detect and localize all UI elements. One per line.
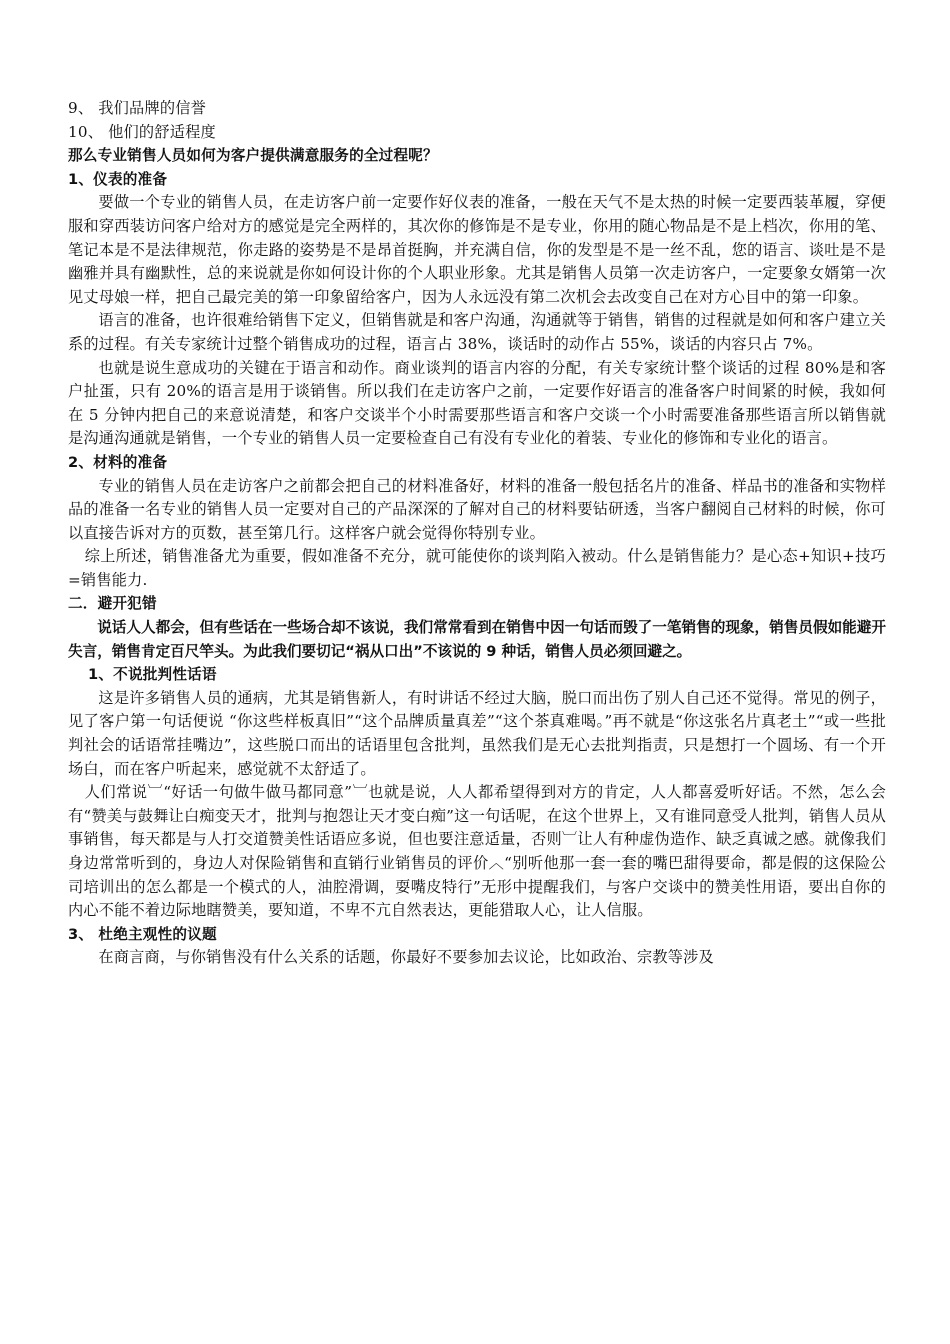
part2-intro-paragraph: 说话人人都会，但有些话在一些场合却不该说，我们常常看到在销售中因一句话而毁了一笔销售的现象，销售员假如能避开失言，销售肯定百尺竿头。为此我们要切记“祸从口出”不该说的 9 种话，销售人员必须回避之。 <box>68 619 886 660</box>
main-question-heading: 那么专业销售人员如何为客户提供满意服务的全过程呢？ <box>68 147 438 165</box>
section1-paragraph-appearance: 要做一个专业的销售人员，在走访客户前一定要作好仪表的准备，一般在天气不是太热的时候一定要西装革履，穿便服和穿西装访问客户给对方的感觉是完全两样的，其次你的修饰是不是专业，你用的随心物品是不是上档次，你用的笔、笔记本是不是法律规范，你走路的姿势是不是昂首挺胸，并充满自信，你的发型是不是一丝不乱，您的语言、谈吐是不是幽雅并具有幽默性，总的来说就是你如何设计你的个人职业形象。尤其是销售人员第一次走访客户，一定要象女婿第一次见丈母娘一样，把自己最完美的第一印象留给客户，因为人永远没有第二次机会去改变自己在对方心目中的第一印象。 <box>68 193 886 306</box>
section2-paragraph-materials: 专业的销售人员在走访客户之前都会把自己的材料准备好，材料的准备一般包括名片的准备、样品书的准备和实物样品的准备一名专业的销售人员一定要对自己的产品深深的了解对自己的材料要钻研透，当客户翻阅自己材料的时候，你可以直接告诉对方的页数，甚至第几行。这样客户就会觉得你特别专业。 <box>68 476 886 542</box>
subsection3-heading: 3、 杜绝主观性的议题 <box>68 925 217 943</box>
subsection1-paragraph-praise: 人们常说︺“好话一句做牛做马都同意”︺也就是说，人人都希望得到对方的肯定，人人都喜爱听好话。不然，怎么会有“赞美与鼓舞让白痴变天才，批判与抱怨让天才变白痴”这一句话呢，在这个世界上，又有谁同意受人批判，销售人员从事销售，每天都是与人打交道赞美性话语应多说，但也要注意适量，否则︺让人有种虚伪造作、缺乏真诚之感。就像我们身边常常听到的，身边人对保险销售和直销行业销售员的评价︿“别听他那一套一套的嘴巴甜得要命，都是假的这保险公司培训出的怎么都是一个模式的人，油腔滑调，耍嘴皮特行”无形中提醒我们，与客户交谈中的赞美性用语，要出自你的内心不能不着边际地瞎赞美，要知道，不卑不亢自然表达，更能猎取人心，让人信服。 <box>68 783 886 920</box>
section2-heading: 2、材料的准备 <box>68 453 168 471</box>
list-item-9: 9、 我们品牌的信誉 <box>68 99 206 117</box>
subsection1-heading: 1、不说批判性话语 <box>88 666 217 684</box>
subsection1-paragraph-criticism: 这是许多销售人员的通病，尤其是销售新人，有时讲话不经过大脑，脱口而出伤了别人自己还不觉得。常见的例子，见了客户第一句话便说 “你这些样板真旧”“这个品牌质量真差”“这个茶真难喝。”再不就是“你这张名片真老土”“或一些批判社会的话语常挂嘴边”，这些脱口而出的话语里包含批判，虽然我们是无心去批判指责，只是想打一个圆场、有一个开场白，而在客户听起来，感觉就不太舒适了。 <box>68 688 886 778</box>
section1-paragraph-key: 也就是说生意成功的关键在于语言和动作。商业谈判的语言内容的分配，有关专家统计整个谈话的过程 80%是和客户扯蛋，只有 20%的语言是用于谈销售。所以我们在走访客户之前，一定要作好语言的准备客户时间紧的时候，我如何在 5 分钟内把自己的来意说清楚，和客户交谈半个小时需要那些语言和客户交谈一个小时需要准备那些语言所以销售就是沟通沟通就是销售，一个专业的销售人员一定要检查自己有没有专业化的着装、专业化的修饰和专业化的语言。 <box>68 358 886 448</box>
section2-paragraph-summary: 综上所述，销售准备尤为重要，假如准备不充分，就可能使你的谈判陷入被动。什么是销售能力？是心态+知识+技巧=销售能力. <box>68 547 886 589</box>
section1-heading: 1、仪表的准备 <box>68 170 168 188</box>
list-item-10: 10、 他们的舒适程度 <box>68 122 216 141</box>
document-page <box>68 97 886 970</box>
subsection3-paragraph-topics: 在商言商，与你销售没有什么关系的话题，你最好不要参加去议论，比如政治、宗教等涉及 <box>98 948 714 967</box>
part2-heading: 二．避开犯错 <box>68 595 157 613</box>
section1-paragraph-language: 语言的准备，也许很难给销售下定义，但销售就是和客户沟通，沟通就等于销售，销售的过程就是如何和客户建立关系的过程。有关专家统计过整个销售成功的过程，语言占 38%，谈话时的动作占 55%，谈话的内容只占 7%。 <box>68 311 886 353</box>
